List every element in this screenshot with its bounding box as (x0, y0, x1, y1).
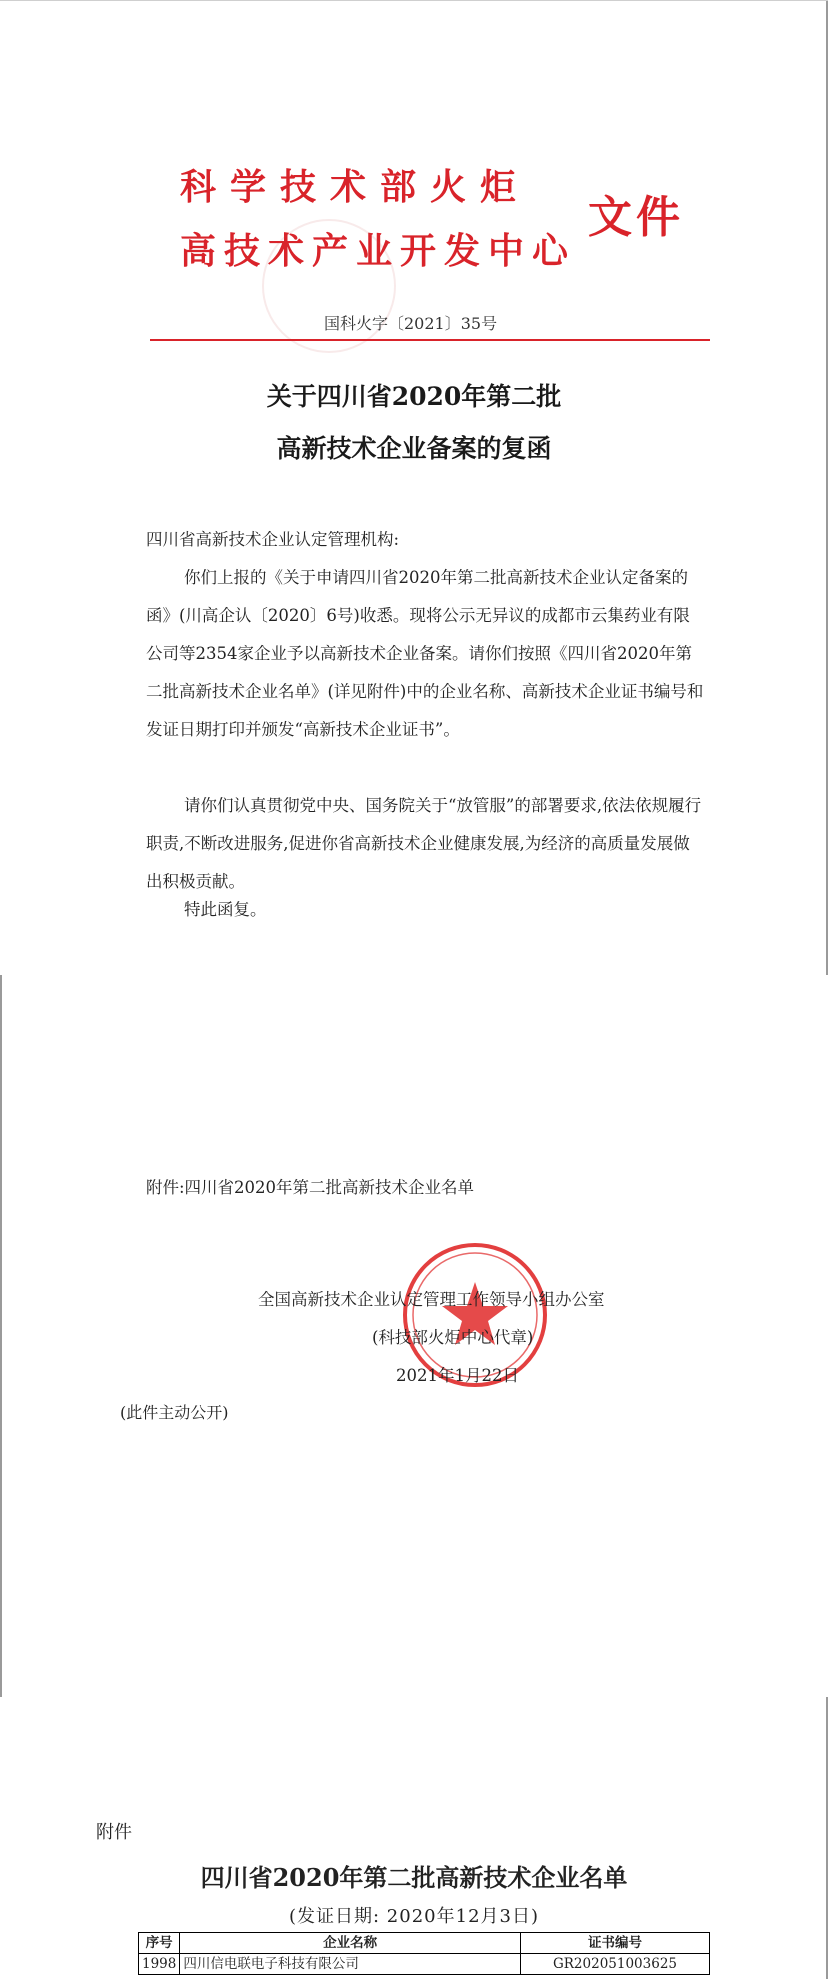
paragraph-2: 请你们认真贯彻党中央、国务院关于“放管服”的部署要求,依法依规履行职责,不断改进服务,促进你省高新技术企业健康发展,为经济的高质量发展做出积极贡献。 (146, 796, 702, 891)
letter-page (0, 0, 828, 976)
document-number: 国科火字〔2021〕35号 (324, 314, 498, 333)
column-header-index: 序号 (139, 1933, 180, 1954)
page-edge (0, 975, 2, 1697)
attachment-note: 附件:四川省2020年第二批高新技术企业名单 (146, 1178, 475, 1197)
closing-line: 特此函复。 (184, 900, 267, 919)
document-label: 文件 (588, 192, 684, 243)
issue-date: (发证日期: 2020年12月3日) (289, 1906, 539, 1927)
letter-title-line2: 高新技术企业备案的复函 (276, 434, 552, 463)
column-header-company: 企业名称 (180, 1933, 521, 1954)
seal-note: (科技部火炬中心代章) (372, 1328, 534, 1347)
certificate-number: GR202051003625 (521, 1954, 710, 1975)
list-title: 四川省2020年第二批高新技术企业名单 (200, 1863, 628, 1892)
issuer-name-line1: 科学技术部火炬 (180, 166, 531, 208)
attachment-label: 附件 (96, 1822, 132, 1843)
table-row (139, 1954, 710, 1975)
column-header-cert-no: 证书编号 (521, 1933, 710, 1954)
issuing-office: 全国高新技术企业认定管理工作领导小组办公室 (258, 1290, 605, 1309)
issuer-name-line2: 高技术产业开发中心 (180, 230, 577, 272)
red-divider-line (150, 339, 710, 341)
salutation: 四川省高新技术企业认定管理机构: (146, 530, 400, 549)
letter-title-line1: 关于四川省2020年第二批 (266, 382, 562, 411)
row-index: 1998 (139, 1954, 180, 1975)
public-disclosure-note: (此件主动公开) (120, 1403, 229, 1422)
company-name: 四川信电联电子科技有限公司 (180, 1954, 521, 1975)
paragraph-1: 你们上报的《关于申请四川省2020年第二批高新技术企业认定备案的函》(川高企认〔2020〕6号)收悉。现将公示无异议的成都市云集药业有限公司等2354家企业予以高新技术企业备案。请你们按照《四川省2020年第二批高新技术企业名单》(详见附件)中的企业名称、高新技术企业证书编号和发证日期打印并颁发“高新技术企业证书”。 (146, 568, 704, 739)
table-header-row (139, 1933, 710, 1954)
signature-date: 2021年1月22日 (396, 1366, 519, 1385)
enterprise-table (138, 1932, 710, 1975)
